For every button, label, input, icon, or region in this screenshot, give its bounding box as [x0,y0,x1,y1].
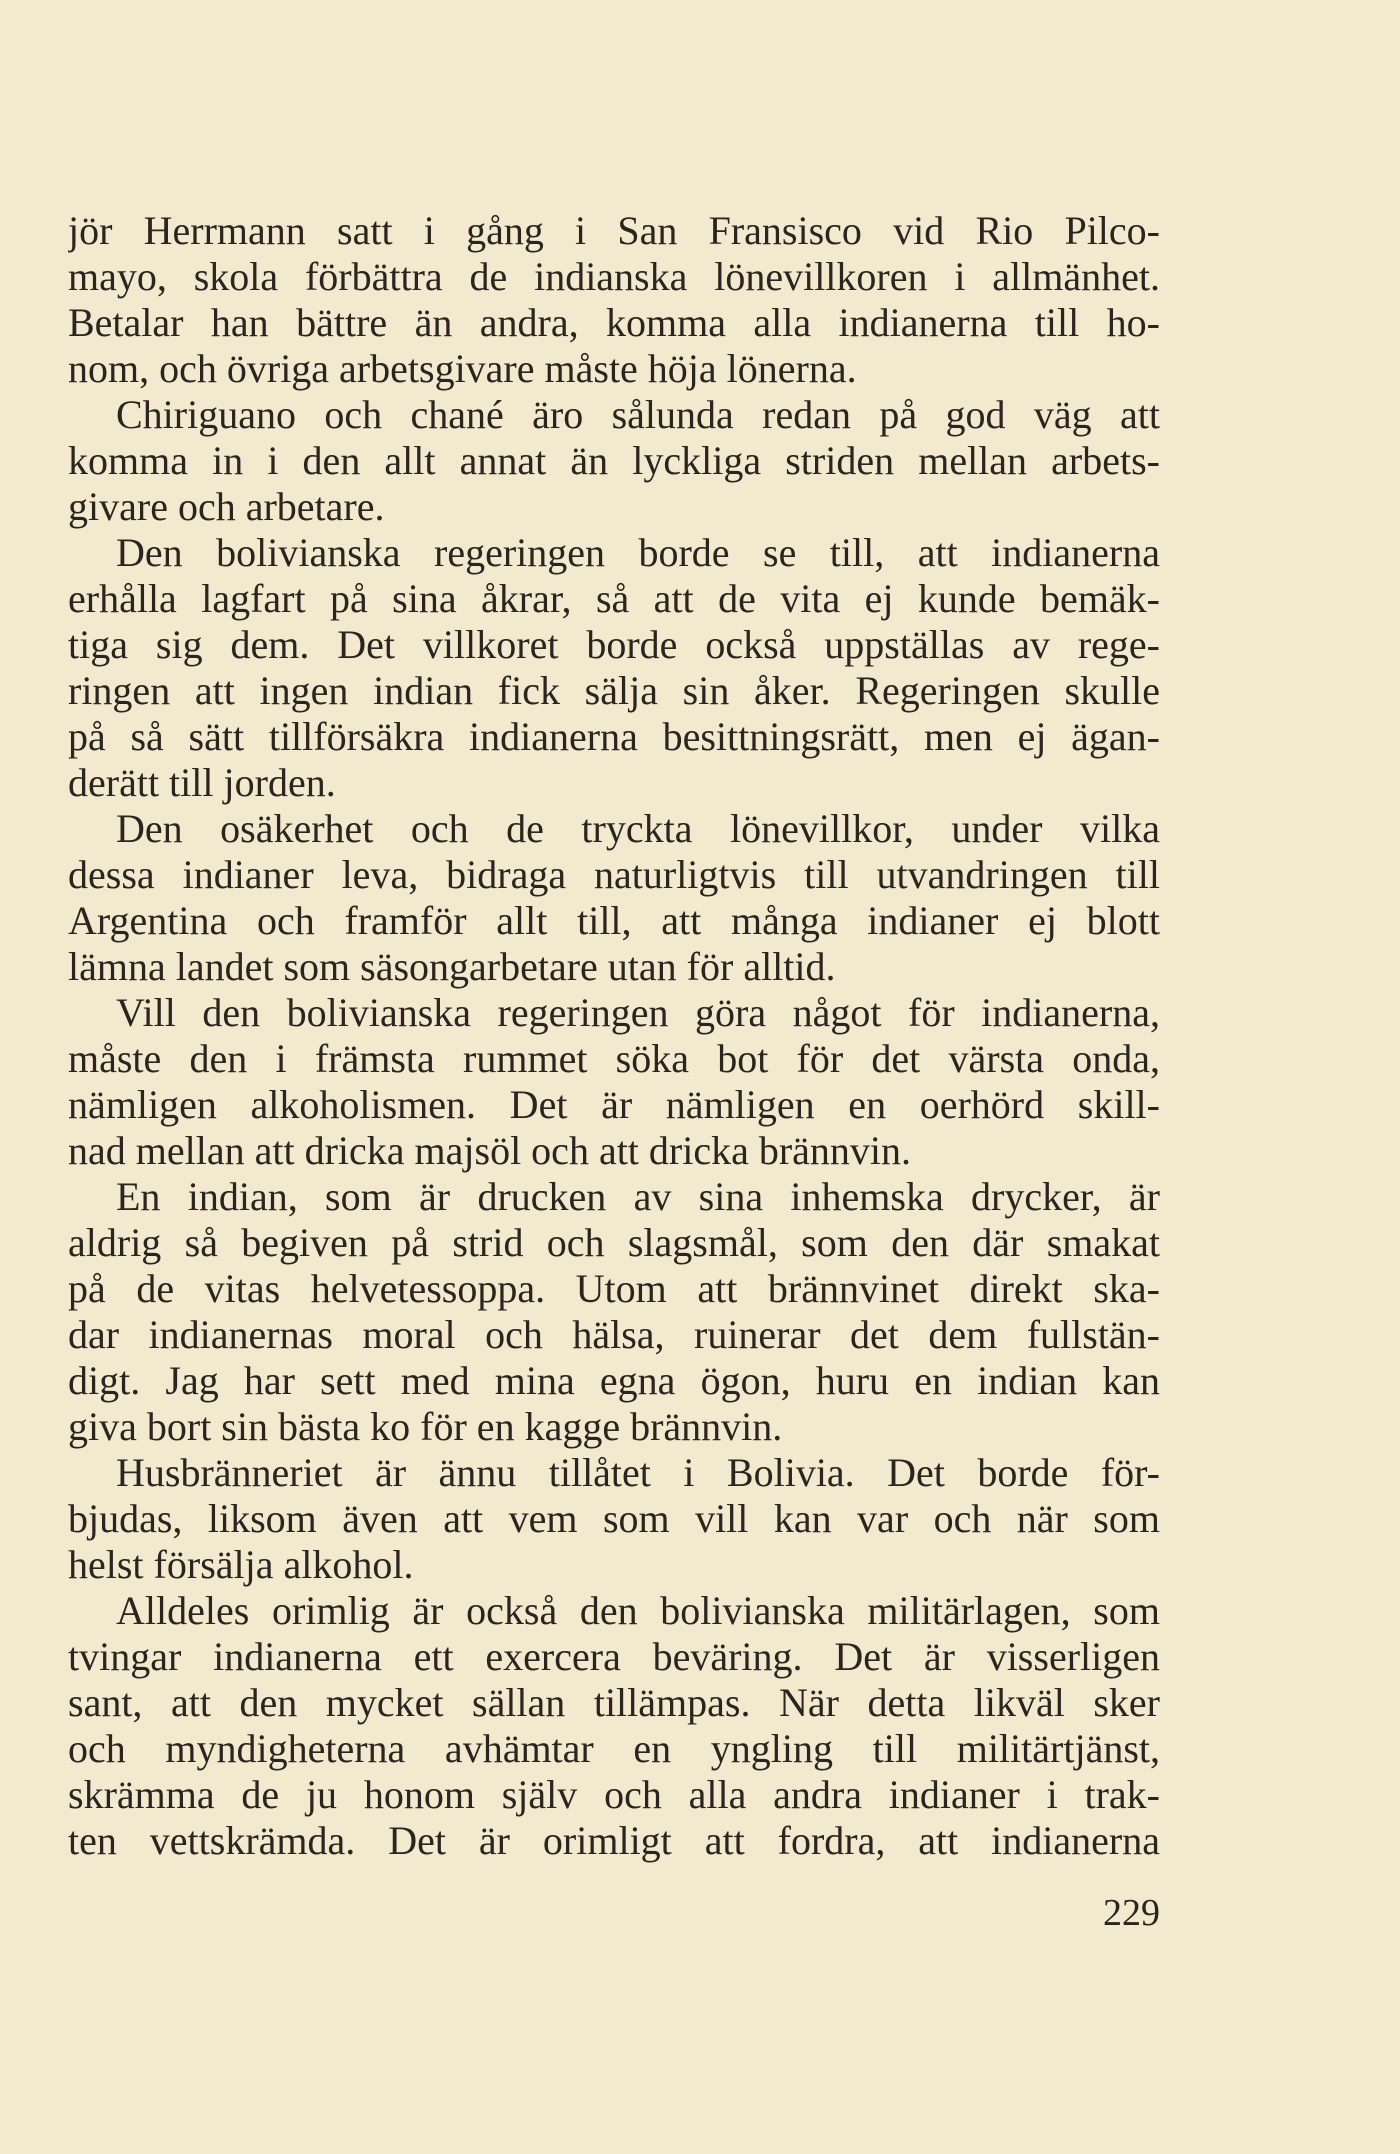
text-line: erhålla lagfart på sina åkrar, så att de vita ej kunde bemäk- [68,576,1160,621]
text-line: giva bort sin bästa ko för en kagge brännvin. [68,1404,783,1449]
text-line: jör Herrmann satt i gång i San Fransisco vid Rio Pilco- [68,208,1160,253]
text-line: Betalar han bättre än andra, komma alla indianerna till ho- [68,300,1160,345]
text-line: mayo, skola förbättra de indianska lönevillkoren i allmänhet. [68,254,1160,299]
text-line: digt. Jag har sett med mina egna ögon, huru en indian kan [68,1358,1160,1403]
text-line: bjudas, liksom även att vem som vill kan var och när som [68,1496,1160,1541]
text-line: givare och arbetare. [68,484,385,529]
text-line: tiga sig dem. Det villkoret borde också uppställas av rege- [68,622,1160,667]
text-line: Den osäkerhet och de tryckta lönevillkor, under vilka [116,806,1160,851]
body-text [68,208,1160,1864]
text-line: Den bolivianska regeringen borde se till, att indianerna [116,530,1160,575]
text-line: måste den i främsta rummet söka bot för det värsta onda, [68,1036,1160,1081]
text-line: dar indianernas moral och hälsa, ruinerar det dem fullstän- [68,1312,1160,1357]
text-line: dessa indianer leva, bidraga naturligtvis till utvandringen till [68,852,1160,897]
text-line: lämna landet som säsongarbetare utan för alltid. [68,944,836,989]
text-line: ringen att ingen indian fick sälja sin åker. Regeringen skulle [68,668,1160,713]
text-line: En indian, som är drucken av sina inhemska drycker, är [116,1174,1160,1219]
text-line: skrämma de ju honom själv och alla andra indianer i trak- [68,1772,1160,1817]
text-line: aldrig så begiven på strid och slagsmål, som den där smakat [68,1220,1160,1265]
text-line: nad mellan att dricka majsöl och att dricka brännvin. [68,1128,912,1173]
text-line: Alldeles orimlig är också den bolivianska militärlagen, som [116,1588,1160,1633]
text-line: helst försälja alkohol. [68,1542,414,1587]
text-line: derätt till jorden. [68,760,336,805]
text-line: nom, och övriga arbetsgivare måste höja lönerna. [68,346,857,391]
text-line: på de vitas helvetessoppa. Utom att brännvinet direkt ska- [68,1266,1160,1311]
text-line: ten vettskrämda. Det är orimligt att fordra, att indianerna [68,1818,1160,1863]
text-line: tvingar indianerna ett exercera beväring. Det är visserligen [68,1634,1160,1679]
text-line: nämligen alkoholismen. Det är nämligen en oerhörd skill- [68,1082,1160,1127]
text-line: och myndigheterna avhämtar en yngling till militärtjänst, [68,1726,1160,1771]
text-line: på så sätt tillförsäkra indianerna besittningsrätt, men ej ägan- [68,714,1160,759]
text-line: Chiriguano och chané äro sålunda redan på god väg att [116,392,1160,437]
text-line: komma in i den allt annat än lyckliga striden mellan arbets- [68,438,1160,483]
text-line: Argentina och framför allt till, att många indianer ej blott [68,898,1160,943]
text-line: sant, att den mycket sällan tillämpas. När detta likväl sker [68,1680,1160,1725]
page-number: 229 [1103,1892,1160,1934]
text-line: Vill den bolivianska regeringen göra något för indianerna, [116,990,1160,1035]
text-line: Husbränneriet är ännu tillåtet i Bolivia. Det borde för- [116,1450,1160,1495]
